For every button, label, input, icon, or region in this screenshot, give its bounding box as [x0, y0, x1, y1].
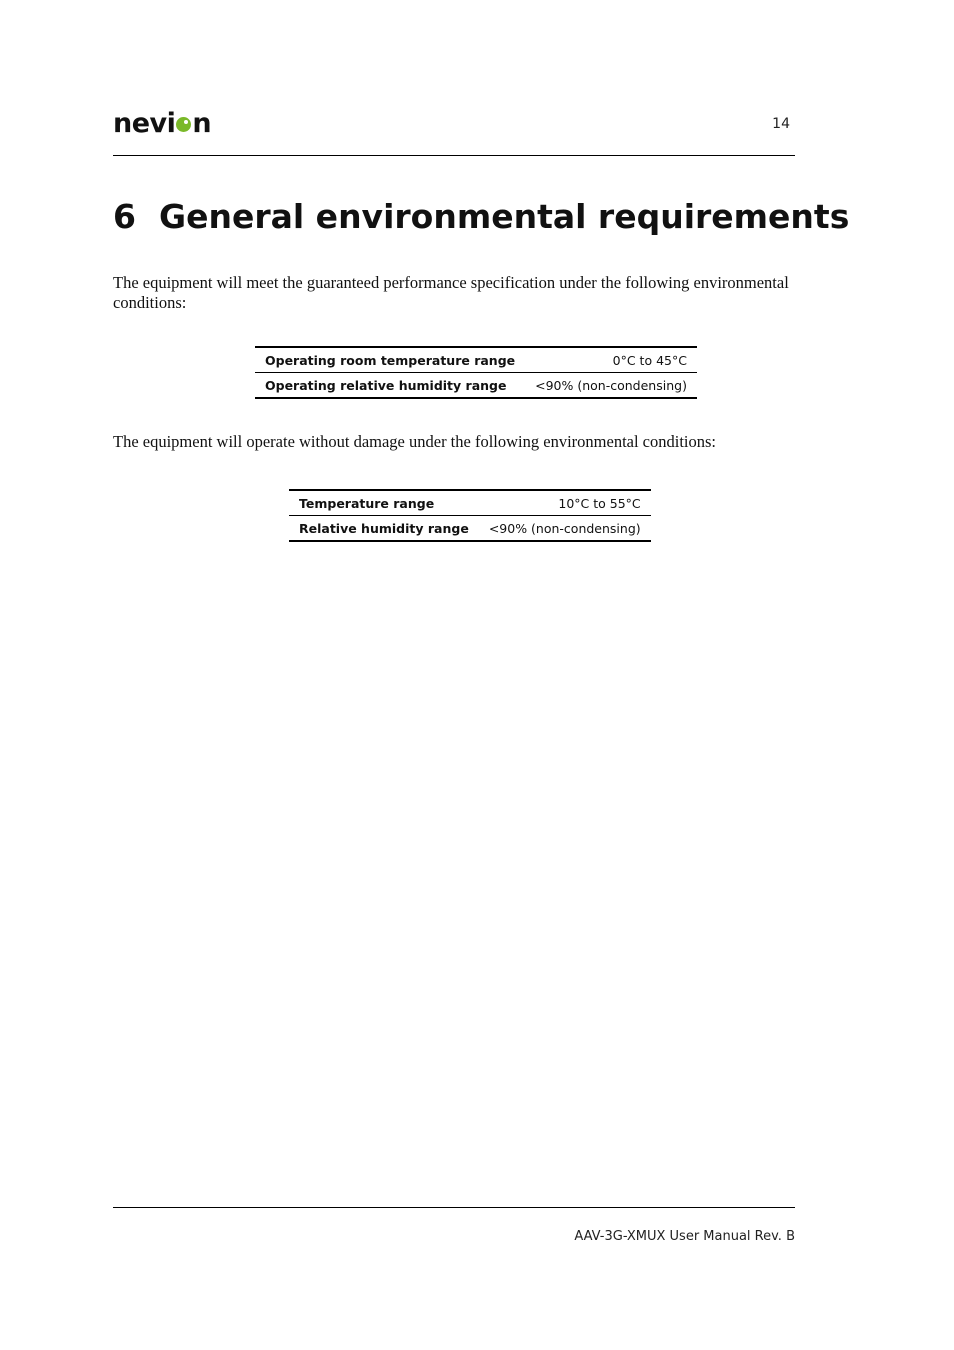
table-cell-label: Operating relative humidity range — [255, 373, 525, 399]
intro-paragraph: The equipment will meet the guaranteed performance specification under the following environmental conditions: — [113, 273, 789, 312]
table-cell-label: Relative humidity range — [289, 516, 479, 542]
logo-text-suffix: n — [192, 108, 212, 139]
logo-text-prefix: nevi — [113, 108, 176, 139]
damage-conditions-table — [289, 489, 651, 542]
footer-divider — [113, 1207, 795, 1208]
table-cell-value: <90% (non-condensing) — [479, 516, 651, 542]
page-header — [113, 100, 795, 156]
table-cell-label: Temperature range — [289, 490, 479, 516]
table-row — [255, 373, 697, 399]
section-number: 6 — [113, 197, 136, 236]
page-number: 14 — [772, 116, 790, 132]
table-row — [289, 490, 651, 516]
footer-text: AAV-3G-XMUX User Manual Rev. B — [574, 1229, 795, 1244]
table-row — [289, 516, 651, 542]
section-title — [113, 197, 849, 236]
logo-dot-icon — [176, 117, 191, 132]
section-title-text: General environmental requirements — [159, 197, 850, 236]
table-cell-value: 0°C to 45°C — [525, 347, 697, 373]
damage-paragraph: The equipment will operate without damage under the following environmental conditions: — [113, 432, 717, 451]
performance-conditions-table — [255, 346, 697, 399]
table-cell-label: Operating room temperature range — [255, 347, 525, 373]
nevion-logo — [113, 110, 211, 137]
table-row — [255, 347, 697, 373]
table-cell-value: <90% (non-condensing) — [525, 373, 697, 399]
table-cell-value: 10°C to 55°C — [479, 490, 651, 516]
